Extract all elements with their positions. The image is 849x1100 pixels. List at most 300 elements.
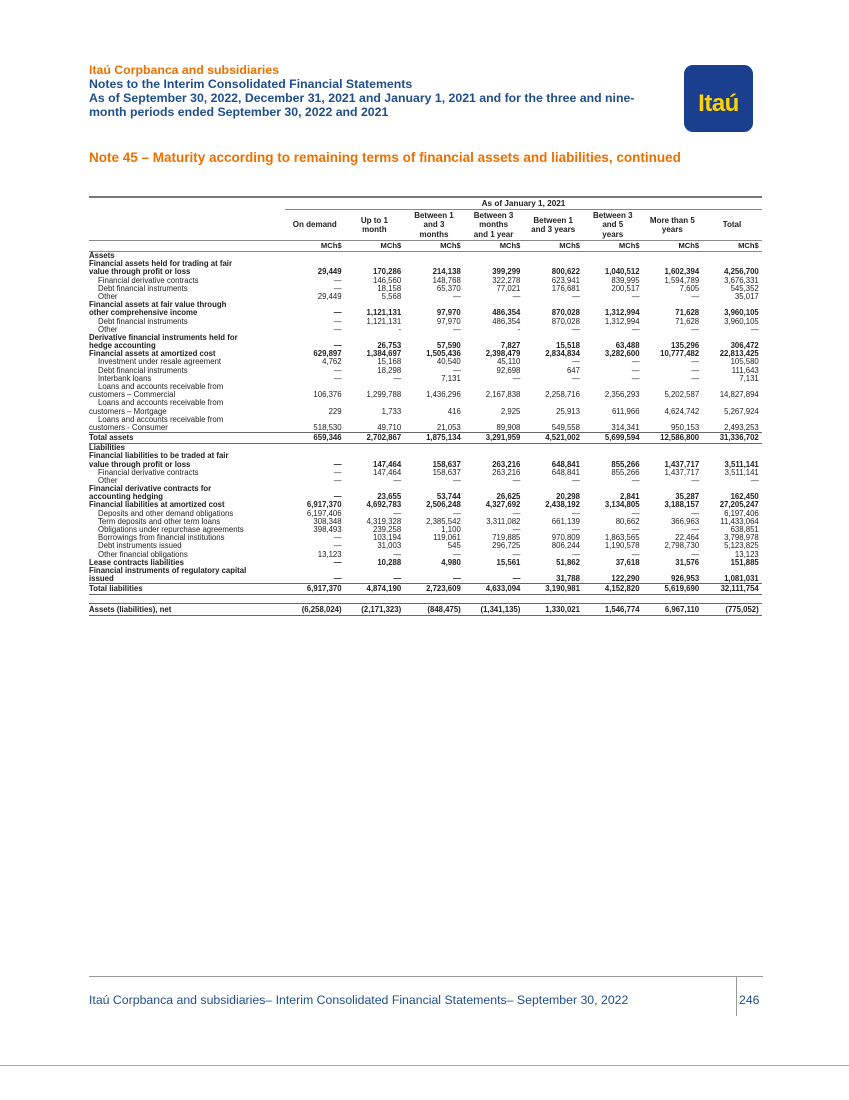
column-header-line: and 3 years	[531, 225, 576, 234]
row-value: 53,744	[436, 492, 461, 502]
row-value: —	[333, 475, 342, 485]
row-value: 51,862	[556, 557, 580, 567]
row-value: 170,286	[373, 267, 402, 277]
row-value: 3,511,141	[724, 459, 759, 469]
row-value: 40,540	[436, 357, 461, 367]
row-value: 148,768	[432, 275, 461, 285]
row-value: —	[512, 574, 521, 584]
row-value: 1,437,717	[664, 467, 700, 477]
row-value: —	[512, 291, 521, 301]
row-value: —	[691, 525, 700, 534]
row-label: Financial liabilities at amortized cost	[89, 500, 225, 510]
row-value: 629,897	[313, 349, 342, 359]
column-header-line: Between 1	[414, 210, 454, 220]
row-value: 1,437,717	[664, 459, 700, 469]
row-value: -	[517, 324, 521, 334]
row-value: 486,354	[492, 316, 521, 326]
unit-label: MCh$	[499, 241, 521, 250]
row-value: —	[333, 283, 342, 293]
column-header-line: Between 3	[592, 210, 633, 220]
row-value: 229	[328, 406, 342, 416]
row-label: Other	[98, 475, 118, 485]
row-value: 31,003	[377, 541, 402, 551]
column-header	[643, 216, 703, 235]
row-value: 4,980	[441, 557, 461, 567]
table-row	[89, 575, 762, 583]
row-value: 263,216	[492, 467, 521, 477]
row-value: 4,256,700	[724, 267, 759, 277]
row-value: 1,875,134	[426, 433, 461, 443]
row-value: 6,917,370	[306, 584, 342, 594]
row-value: 545	[447, 541, 461, 551]
row-value: 2,493,253	[724, 422, 759, 432]
column-header-line: Up to 1	[360, 215, 388, 225]
row-value: 4,521,002	[545, 433, 580, 443]
column-header-line: and 3	[423, 220, 445, 230]
row-value: 3,311,082	[486, 516, 521, 526]
row-value: 1,190,578	[604, 541, 640, 551]
row-label: Financial derivative contracts for	[89, 484, 212, 494]
row-value: —	[691, 291, 700, 301]
table-row	[89, 277, 762, 285]
row-value: 648,841	[551, 459, 580, 469]
row-label: customers – Commercial	[89, 390, 176, 400]
row-value: 71,628	[675, 308, 700, 318]
row-value: —	[393, 373, 402, 383]
row-value: 3,676,331	[724, 275, 759, 285]
row-value: —	[452, 475, 461, 485]
row-value: —	[333, 459, 342, 469]
row-value: 4,624,742	[664, 406, 700, 416]
column-header	[345, 216, 405, 235]
row-value: 31,576	[675, 557, 700, 567]
row-label: customers - Consumer	[89, 422, 168, 432]
row-label: Financial instruments of regulatory capital	[89, 565, 247, 575]
row-value: 21,053	[436, 422, 461, 432]
row-value: 2,438,192	[545, 500, 580, 510]
row-value: 1,081,031	[724, 574, 759, 584]
row-value: 970,809	[551, 533, 580, 543]
row-value: 5,202,587	[664, 390, 700, 400]
span-header: As of January 1, 2021	[285, 198, 762, 210]
row-value: —	[393, 549, 402, 559]
row-label: value through profit or loss	[89, 459, 191, 469]
row-value: —	[572, 475, 580, 485]
row-value: 146,560	[373, 275, 402, 285]
row-value: —	[452, 365, 461, 375]
row-value: 839,995	[611, 275, 640, 285]
row-value: -	[398, 324, 402, 334]
row-label: value through profit or loss	[89, 267, 191, 277]
row-value: 22,813,425	[719, 349, 759, 359]
row-value: —	[333, 365, 342, 375]
row-value: 322,278	[492, 275, 521, 285]
row-value: 18,298	[377, 365, 402, 375]
row-label: Loans and accounts receivable from	[98, 382, 224, 391]
row-value: 661,139	[551, 516, 580, 526]
table-row	[89, 334, 762, 342]
row-label: Financial assets at fair value through	[89, 300, 227, 310]
row-value: 80,662	[615, 516, 640, 526]
row-value: —	[333, 467, 342, 477]
unit-label: MCh$	[320, 241, 342, 250]
row-value: —	[691, 365, 700, 375]
row-value: 5,568	[381, 291, 402, 301]
row-value: 158,637	[432, 459, 461, 469]
row-value: 37,618	[615, 557, 640, 567]
row-value: 147,464	[373, 459, 402, 469]
row-value: 1,121,131	[366, 316, 402, 326]
row-value: —	[512, 525, 521, 534]
row-value: 623,941	[551, 275, 580, 285]
row-value: 119,061	[433, 533, 461, 543]
row-label: Assets	[89, 251, 115, 260]
row-value: —	[631, 549, 640, 559]
row-value: 5,123,825	[724, 541, 759, 551]
row-value: —	[572, 324, 580, 334]
row-value: 7,827	[500, 341, 521, 351]
row-value: 5,699,594	[604, 433, 640, 443]
row-value: —	[572, 291, 580, 301]
row-value: 4,327,692	[485, 500, 521, 510]
row-value: 45,110	[497, 357, 521, 367]
row-value: 97,970	[436, 308, 461, 318]
row-value: 122,290	[611, 574, 640, 584]
row-value: 6,197,406	[724, 508, 759, 518]
row-value: —	[750, 475, 759, 485]
row-label: customers – Mortgage	[89, 406, 167, 416]
unit-label: MCh$	[440, 241, 461, 250]
unit-row	[89, 240, 762, 252]
row-value: 2,723,609	[426, 584, 461, 594]
row-label: Debt financial instruments	[98, 365, 188, 375]
row-value: 1,330,021	[545, 605, 580, 615]
row-label: Financial liabilities to be traded at fair	[89, 451, 229, 461]
row-value: 106,376	[313, 390, 342, 400]
row-value: (775,052)	[725, 605, 759, 615]
row-value: 13,123	[734, 549, 759, 559]
table-row	[89, 583, 762, 595]
row-value: —	[631, 324, 640, 334]
row-value: —	[631, 373, 640, 383]
row-value: 296,725	[492, 541, 521, 551]
row-label: Interbank loans	[98, 373, 152, 383]
row-value: —	[452, 508, 461, 518]
row-value: 1,299,788	[366, 390, 402, 400]
row-value: 3,798,978	[724, 533, 759, 543]
table-row	[89, 551, 762, 559]
row-value: 151,885	[730, 557, 759, 567]
row-value: —	[691, 475, 700, 485]
row-value: 1,594,789	[664, 275, 700, 285]
row-value: 3,960,105	[724, 316, 759, 326]
table-row	[89, 399, 762, 407]
unit-label: MCh$	[559, 241, 580, 250]
row-value: 855,266	[611, 467, 640, 477]
row-value: —	[631, 475, 640, 485]
row-value: 719,885	[492, 533, 521, 543]
row-value: 1,733	[381, 406, 402, 416]
row-value: —	[512, 549, 521, 559]
row-value: 89,908	[496, 422, 521, 432]
row-value: 416	[447, 406, 461, 416]
column-header	[583, 211, 643, 240]
unit-label: MCh$	[380, 241, 402, 250]
row-value: 1,384,697	[366, 349, 402, 359]
column-header-line: and 1 year	[473, 229, 514, 239]
row-value: 2,506,248	[426, 500, 461, 510]
row-value: 103,194	[373, 533, 402, 543]
row-value: 3,188,157	[664, 500, 700, 510]
unit-label: MCh$	[678, 241, 700, 250]
row-value: 15,561	[496, 557, 521, 567]
row-value: 10,777,482	[660, 349, 700, 359]
table-row	[89, 469, 762, 477]
row-label: Lease contracts liabilities	[89, 557, 184, 567]
row-value: 6,967,110	[664, 605, 700, 615]
row-value: 18,158	[377, 283, 402, 293]
row-value: 870,028	[551, 316, 580, 326]
column-header	[464, 211, 524, 240]
column-header-line: Total	[722, 220, 742, 230]
table-row	[89, 318, 762, 326]
row-label: Debt financial instruments	[98, 283, 188, 293]
row-value: 611,966	[611, 406, 640, 416]
row-label: Debt instruments issued	[98, 541, 182, 551]
row-value: —	[452, 549, 461, 559]
row-value: 1,505,436	[426, 349, 461, 359]
table-row	[89, 485, 762, 493]
document-header	[89, 63, 679, 119]
column-header-line: and 5	[602, 220, 624, 230]
row-value: —	[333, 324, 342, 334]
unit-label: MCh$	[618, 241, 640, 250]
net-row	[89, 603, 762, 616]
row-value: 200,517	[611, 283, 640, 293]
row-label: Liabilities	[89, 443, 125, 453]
row-value: 1,312,994	[604, 316, 640, 326]
row-label: hedge accounting	[89, 341, 156, 351]
row-value: 65,370	[436, 283, 461, 293]
table-row	[89, 309, 762, 317]
row-value: 2,398,479	[485, 349, 521, 359]
table-row	[89, 432, 762, 444]
row-value: (6,258,024)	[301, 605, 342, 615]
row-value: (848,475)	[427, 605, 461, 615]
row-value: 31,788	[556, 574, 580, 584]
row-value: 31,336,702	[719, 433, 759, 443]
column-header-line: On demand	[292, 220, 337, 230]
row-value: 1,312,994	[604, 308, 640, 318]
row-label: Loans and accounts receivable from	[98, 414, 224, 424]
row-value: (1,341,135)	[480, 605, 521, 615]
row-value: 26,753	[377, 341, 402, 351]
row-value: 1,100	[441, 525, 461, 534]
row-value: 399,299	[492, 267, 521, 277]
row-label: Financial assets held for trading at fair	[89, 259, 232, 269]
row-value: 1,546,774	[604, 605, 640, 615]
row-value: —	[691, 508, 700, 518]
row-value: 3,960,105	[724, 308, 759, 318]
row-value: 545,352	[730, 283, 759, 293]
table-body	[89, 252, 762, 595]
row-value: —	[572, 525, 580, 534]
row-value: 15,168	[377, 357, 402, 367]
row-value: 518,530	[313, 422, 342, 432]
column-header-line: month	[362, 225, 387, 234]
row-value: 2,167,838	[485, 390, 521, 400]
row-value: —	[512, 475, 521, 485]
note-title: Note 45 – Maturity according to remaining terms of financial assets and liabilities, continued	[89, 150, 681, 165]
row-label: Assets (liabilities), net	[89, 605, 172, 615]
row-value: 7,605	[679, 283, 700, 293]
row-value: 158,637	[432, 467, 461, 477]
row-value: 57,590	[436, 341, 461, 351]
row-value: 49,710	[377, 422, 402, 432]
row-label: accounting hedging	[89, 492, 164, 502]
itau-logo	[684, 65, 753, 132]
column-header	[404, 211, 464, 240]
row-value: —	[393, 574, 402, 584]
row-value: 162,450	[730, 492, 759, 502]
row-value: 176,681	[551, 283, 580, 293]
row-label: Other	[98, 291, 118, 301]
row-label: Loans and accounts receivable from	[98, 398, 224, 408]
row-value: —	[572, 373, 580, 383]
row-value: —	[333, 541, 342, 551]
row-value: 926,953	[670, 574, 700, 584]
row-value: 1,121,131	[366, 308, 402, 318]
row-value: 111,643	[731, 365, 759, 375]
row-value: 2,834,834	[545, 349, 580, 359]
row-value: 314,341	[611, 422, 640, 432]
row-value: 22,464	[675, 533, 700, 543]
row-value: 29,449	[317, 291, 342, 301]
row-value: 308,348	[313, 516, 342, 526]
row-value: 4,319,328	[366, 516, 402, 526]
column-header	[523, 216, 583, 235]
row-label: issued	[89, 574, 114, 584]
row-value: —	[572, 549, 580, 559]
row-value: 10,288	[377, 557, 402, 567]
row-label: Term deposits and other term loans	[98, 516, 221, 526]
row-value: 239,258	[373, 525, 402, 534]
row-value: 29,449	[317, 267, 342, 277]
row-value: —	[631, 525, 640, 534]
row-value: 1,602,394	[664, 267, 700, 277]
row-value: 105,580	[730, 357, 759, 367]
row-value: 135,296	[670, 341, 700, 351]
header-line-1: Notes to the Interim Consolidated Financial Statements	[89, 77, 413, 91]
row-value: —	[631, 508, 640, 518]
row-value: —	[452, 324, 461, 334]
row-label: Borrowings from financial institutions	[98, 533, 225, 543]
row-value: 26,625	[496, 492, 521, 502]
column-header	[285, 220, 345, 230]
row-value: —	[333, 373, 342, 383]
row-value: 97,970	[436, 316, 461, 326]
row-value: 263,216	[492, 459, 521, 469]
row-value: —	[333, 341, 342, 351]
table-row	[89, 358, 762, 366]
row-value: 4,692,783	[366, 500, 402, 510]
row-value: 2,385,542	[426, 516, 461, 526]
row-value: 5,619,690	[664, 584, 700, 594]
column-header-line: Between 1	[533, 215, 573, 225]
row-value: 4,633,094	[485, 584, 521, 594]
row-value: —	[333, 557, 342, 567]
row-value: 1,040,512	[604, 267, 640, 277]
maturity-table	[89, 196, 762, 616]
row-value: 2,356,293	[604, 390, 640, 400]
row-value: 35,287	[675, 492, 700, 502]
row-value: —	[691, 373, 700, 383]
column-header-line: months	[419, 229, 449, 239]
table-row	[89, 285, 762, 293]
table-row	[89, 542, 762, 550]
row-value: 2,925	[500, 406, 521, 416]
row-value: 398,493	[313, 525, 342, 534]
row-label: Total liabilities	[89, 584, 143, 594]
row-label: other comprehensive income	[89, 308, 198, 318]
row-value: —	[631, 357, 640, 367]
row-value: 2,702,867	[366, 433, 402, 443]
row-label: Obligations under repurchase agreements	[98, 525, 244, 534]
row-value: 63,488	[615, 341, 640, 351]
row-value: 23,655	[377, 492, 402, 502]
column-header	[702, 220, 762, 230]
row-value: 950,153	[670, 422, 700, 432]
row-value: —	[333, 308, 342, 318]
row-value: (2,171,323)	[361, 605, 402, 615]
row-value: 648,841	[551, 467, 580, 477]
table-row	[89, 567, 762, 575]
row-value: 486,354	[492, 308, 521, 318]
row-value: —	[452, 574, 461, 584]
row-value: —	[691, 324, 700, 334]
row-label: Financial assets at amortized cost	[89, 349, 216, 359]
row-value: —	[691, 357, 700, 367]
row-value: —	[512, 508, 521, 518]
row-value: 14,827,894	[719, 390, 759, 400]
row-value: 2,798,730	[664, 541, 700, 551]
column-header-line: years	[661, 225, 683, 234]
row-value: 2,841	[620, 492, 640, 502]
table-row	[89, 424, 762, 432]
row-value: —	[631, 365, 640, 375]
row-value: —	[631, 291, 640, 301]
row-value: 3,511,141	[724, 467, 759, 477]
row-value: —	[333, 492, 342, 502]
unit-label: MCh$	[738, 241, 759, 250]
row-label: Financial derivative contracts	[98, 275, 199, 285]
row-value: 3,134,805	[604, 500, 640, 510]
column-header-line: months	[479, 220, 509, 230]
row-value: 1,863,565	[604, 533, 640, 543]
table-row	[89, 534, 762, 542]
footer-text: Itaú Corpbanca and subsidiaries– Interim Consolidated Financial Statements– September 30, 2022	[89, 993, 629, 1007]
row-value: —	[393, 475, 402, 485]
row-value: 13,123	[317, 549, 342, 559]
row-value: —	[333, 533, 342, 543]
row-value: 2,258,716	[545, 390, 580, 400]
row-label: Debt financial instruments	[98, 316, 188, 326]
row-value: —	[333, 574, 342, 584]
row-value: 71,628	[675, 316, 700, 326]
row-label: Other financial obligations	[98, 549, 188, 559]
column-header-line: Between 3	[473, 210, 514, 220]
row-value: 25,913	[556, 406, 580, 416]
